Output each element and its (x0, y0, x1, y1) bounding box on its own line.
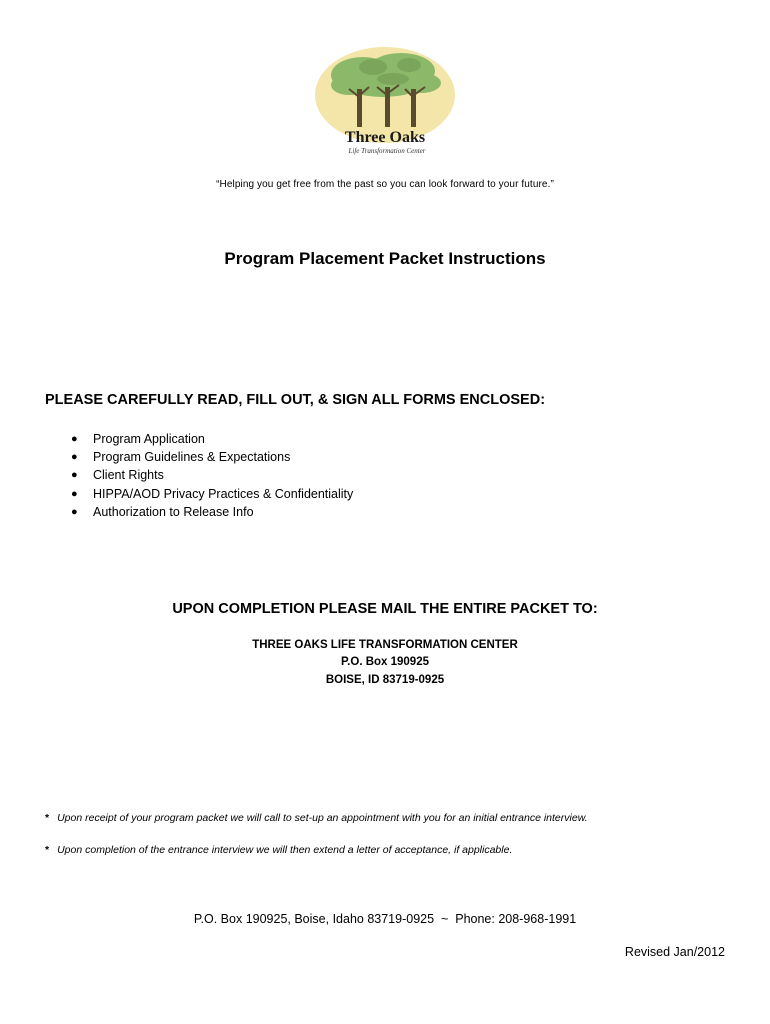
list-item (62, 466, 353, 484)
bullet-icon: ● (71, 451, 78, 464)
bullet-icon: ● (71, 505, 78, 518)
logo-subtitle: Life Transformation Center (348, 147, 426, 155)
page-title: Program Placement Packet Instructions (224, 249, 546, 268)
mailing-address-line: BOISE, ID 83719-0925 (325, 674, 445, 686)
form-name: Program Guidelines & Expectations (93, 450, 291, 465)
mailing-heading: UPON COMPLETION PLEASE MAIL THE ENTIRE PACKET TO: (172, 601, 598, 617)
list-item (62, 430, 353, 448)
form-name: Program Application (93, 432, 205, 446)
bullet-icon: ● (71, 433, 78, 445)
list-item (62, 485, 353, 503)
three-oaks-logo (313, 45, 457, 165)
footer-contact: P.O. Box 190925, Boise, Idaho 83719-0925 ~ Phone: 208-968-1991 (193, 912, 577, 926)
logo-name: Three Oaks (344, 129, 426, 146)
note-item (45, 844, 512, 856)
form-name: Client Rights (93, 468, 164, 483)
list-item (62, 448, 353, 466)
revised-date: Revised Jan/2012 (624, 945, 725, 959)
asterisk: * (45, 812, 50, 824)
note-text: Upon completion of the entrance interview we will then extend a letter of acceptance, if applicable. (57, 844, 513, 856)
list-item (62, 503, 353, 521)
bullet-icon: ● (71, 487, 78, 500)
tagline: “Helping you get free from the past so you can look forward to your future.” (216, 179, 554, 190)
mailing-address-line: P.O. Box 190925 (340, 656, 429, 668)
form-name: Authorization to Release Info (93, 504, 254, 519)
forms-list (62, 430, 353, 521)
note-text: Upon receipt of your program packet we will call to set-up an appointment with you for an initial entrance interview. (57, 812, 588, 824)
note-item (45, 812, 588, 824)
mailing-address-line: THREE OAKS LIFE TRANSFORMATION CENTER (252, 639, 518, 651)
bullet-icon: ● (71, 469, 78, 482)
asterisk: * (45, 844, 50, 856)
form-name: HIPPA/AOD Privacy Practices & Confidentiality (93, 486, 354, 501)
instructions-heading: PLEASE CAREFULLY READ, FILL OUT, & SIGN ALL FORMS ENCLOSED: (45, 392, 546, 408)
